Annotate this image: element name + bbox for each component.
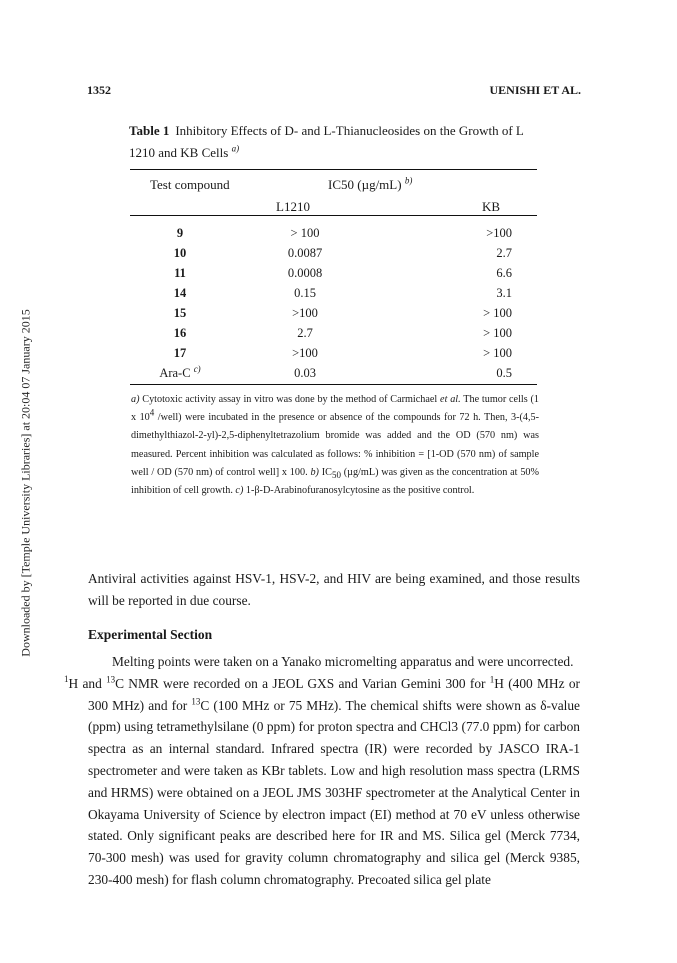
sup-13c-2: 13 (191, 696, 201, 707)
footnote-c-text: 1-β-D-Arabinofuranosylcytosine as the positive control. (243, 485, 475, 497)
footnote-b-mark: b) (310, 466, 319, 478)
experimental-text-1: Melting points were taken on a Yanako micromelting apparatus and were uncorrected. (112, 654, 574, 669)
table-label: Table 1 (129, 123, 170, 138)
cell-compound: 15 (173, 306, 187, 320)
cell-compound: 9 (176, 226, 184, 240)
footnote-a-mark: a) (131, 394, 140, 405)
cell-compound: 10 (173, 246, 187, 260)
sup-1h-2: 1 (489, 674, 495, 685)
cell-l1210: 0.15 (294, 286, 316, 300)
table-header-rule (130, 215, 537, 216)
cell-l1210: > 100 (290, 226, 320, 240)
header-kb: KB (482, 199, 501, 214)
cell-compound: 11 (174, 266, 186, 280)
cell-compound-text: Ara-C (159, 366, 191, 380)
table-top-rule (130, 169, 537, 170)
footnote-a-etal: et al. (440, 394, 461, 405)
cell-compound-footnote-mark: c) (193, 363, 201, 374)
antiviral-paragraph: Antiviral activities against HSV-1, HSV-2, and HIV are being examined, and those results will be reported in due course. (88, 571, 580, 608)
header-l1210: L1210 (276, 199, 310, 214)
cell-l1210: 0.0008 (287, 266, 323, 280)
table-bottom-rule (130, 384, 537, 385)
table-footnotes (131, 391, 539, 500)
cell-kb: > 100 (483, 306, 512, 320)
cell-l1210: 0.03 (294, 366, 316, 380)
header-test-compound: Test compound (150, 177, 230, 192)
cell-l1210: 2.7 (297, 326, 313, 340)
footnote-b-text: IC (318, 466, 332, 478)
header-ic50-text: IC50 (µg/mL) (328, 177, 402, 192)
running-head: UENISHI ET AL. (489, 83, 581, 97)
cell-kb: > 100 (483, 326, 512, 340)
experimental-text-4: H (400 MHz or 300 MHz) and for (88, 675, 580, 713)
footnote-a-text-3: /well) were incubated in the presence or absence of the compounds for 72 h. Then, 3-(4,5-dimethylthiazol-2-yl)-2,5-diphenyltetrazolium bromide was added and the OD (570 nm) was measured. Percent inhibition was calculated as follows: % inhibition = [1-OD (570 nm) of sample well / OD (570 nm) of control well] x 100. (131, 412, 540, 478)
footnote-b-text-2: (µg/mL) was given as the concentration at 50% inhibition of cell growth. (131, 466, 539, 497)
cell-kb: > 100 (483, 346, 512, 360)
cell-compound: 16 (173, 326, 187, 340)
cell-kb: 6.6 (496, 266, 512, 280)
footnote-c-mark: c) (235, 485, 244, 497)
download-watermark: Downloaded by [Temple University Libraries] at 20:04 07 January 2015 (18, 309, 33, 657)
cell-l1210: >100 (292, 346, 318, 360)
cell-compound: 17 (173, 346, 187, 360)
cell-kb: >100 (486, 226, 512, 240)
cell-compound: 14 (173, 286, 187, 300)
table-caption-text: Inhibitory Effects of D- and L-Thianucleosides on the Growth of L 1210 and KB Cells (129, 123, 524, 160)
cell-l1210: >100 (292, 306, 318, 320)
section-title: Experimental Section (88, 627, 213, 642)
experimental-paragraph (64, 651, 580, 891)
page-number: 1352 (87, 83, 111, 97)
footnote-a-text-2: The tumor cells (1 x 10 (131, 394, 539, 424)
experimental-text-5: C (100 MHz or 75 MHz). The chemical shifts were shown as δ-value (ppm) using tetramethylsilane (0 ppm) for proton spectra and CHCl3 (77.0 ppm) for carbon spectra as an internal standard. Infrared spectra (IR) were recorded by JASCO IRA-1 spectrometer and were taken as KBr tablets. Low and high resolution mass spectra (LRMS and HRMS) were obtained on a JEOL JMS 303HF spectrometer at the Analytical Center in Okayama University of Science by electron impact (EI) method at 70 eV unless otherwise stated. Only significant peaks are described here for IR and MS. Silica gel (Merck 7734, 70-300 mesh) was used for gravity column chromatography and silica gel (Merck 9385, 230-400 mesh) for flash column chromatography. Precoated silica gel plate (88, 697, 580, 887)
sup-13c: 13 (106, 674, 116, 685)
footnote-b-subscript: 50 (331, 469, 341, 480)
table-caption (129, 120, 549, 164)
footnote-a-text: Cytotoxic activity assay in vitro was done by the method of Carmichael (139, 394, 441, 405)
cell-l1210: 0.0087 (287, 246, 323, 260)
cell-kb: 2.7 (496, 246, 512, 260)
sup-1h: 1 (64, 674, 69, 685)
header-ic50-footnote-mark: b) (404, 175, 413, 186)
experimental-text-2: H and (68, 675, 107, 691)
footnote-a-exponent: 4 (149, 407, 155, 418)
cell-kb: 3.1 (496, 286, 512, 300)
experimental-text-3: C NMR were recorded on a JEOL GXS and Varian Gemini 300 for (115, 675, 490, 691)
cell-compound (130, 363, 230, 381)
header-ic50 (328, 177, 412, 193)
cell-kb: 0.5 (496, 366, 512, 380)
table-caption-footnote-mark: a) (231, 143, 240, 154)
